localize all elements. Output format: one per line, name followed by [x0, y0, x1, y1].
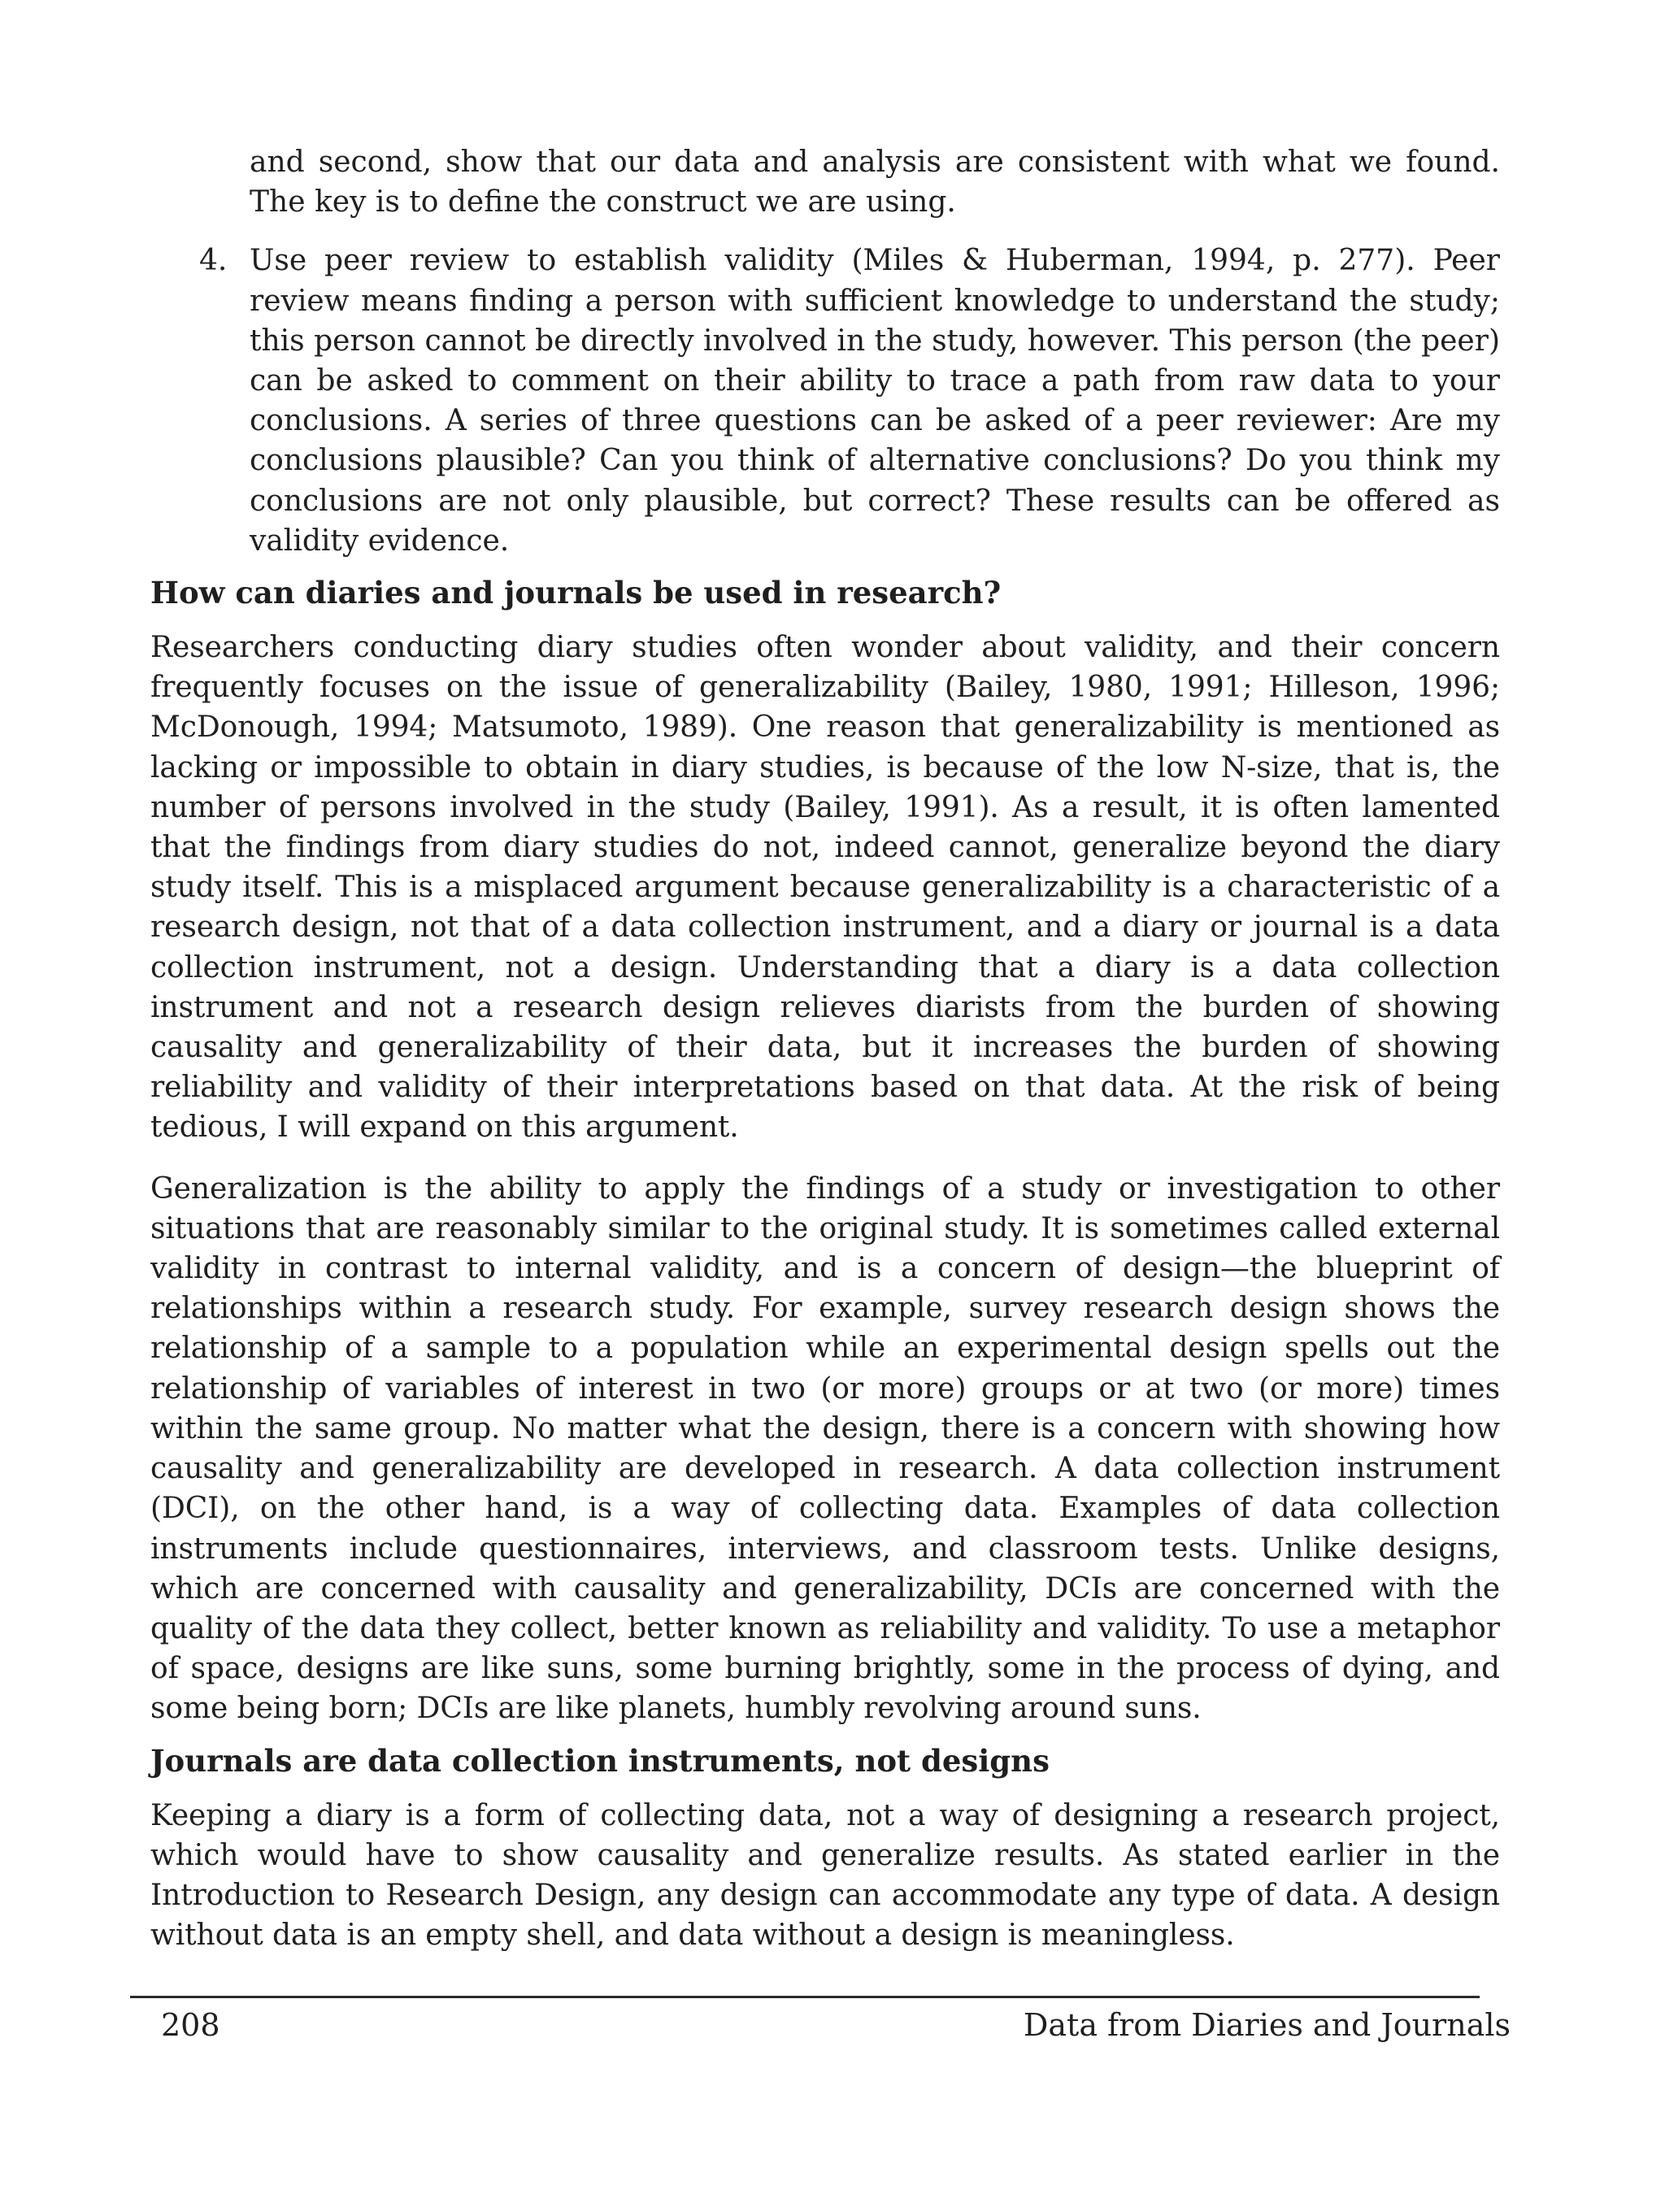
running-title: Data from Diaries and Journals [1023, 2007, 1511, 2043]
section-heading-diaries-journals: How can diaries and journals be used in research? [150, 575, 1002, 611]
paragraph-generalization-definition: Generalization is the ability to apply the findings of a study or investigation to other situations that are reasonably similar to the original study. It is sometimes called external validity in contrast to internal validity, and is a concern of design—the blueprint of relationships within a research study. For example, survey research design shows the relationship of a sample to a population while an experimental design spells out the relationship of variables of interest in two (or more) groups or at two (or more) times within the same group. No matter what the design, there is a concern with showing how causality and generalizability are developed in research. A data collection instrument (DCI), on the other hand, is a way of collecting data. Examples of data collection instruments include questionnaires, interviews, and classroom tests. Unlike designs, which are concerned with causality and generalizability, DCIs are concerned with the quality of the data they collect, better known as reliability and validity. To use a metaphor of space, designs are like suns, some burning brightly, some in the process of dying, and some being born; DCIs are like planets, humbly revolving around suns. [150, 1171, 1500, 1726]
paragraph-generalizability: Researchers conducting diary studies often wonder about validity, and their concern frequently focuses on the issue of generalizability (Bailey, 1980, 1991; Hilleson, 1996; McDonough, 1994; Matsumoto, 1989). One reason that generalizability is mentioned as lacking or impossible to obtain in diary studies, is because of the low N-size, that is, the number of persons involved in the study (Bailey, 1991). As a result, it is often lamented that the findings from diary studies do not, indeed cannot, generalize beyond the diary study itself. This is a misplaced argument because generalizability is a characteristic of a research design, not that of a data collection instrument, and a diary or journal is a data collection instrument, not a design. Understanding that a diary is a data collection instrument and not a research design relieves diarists from the burden of showing causality and generalizability of their data, but it increases the burden of showing reliability and validity of their interpretations based on that data. At the risk of being tedious, I will expand on this argument. [150, 631, 1500, 1145]
page-content [150, 142, 1500, 1955]
page-number: 208 [161, 2007, 220, 2043]
list-item-text: Use peer review to establish validity (Miles & Huberman, 1994, p. 277). Peer review means finding a person with sufficient knowledge to understand the study; this person cannot be directly involved in the study, however. This person (the peer) can be asked to comment on their ability to trace a path from raw data to your conclusions. A series of three questions can be asked of a peer reviewer: Are my conclusions plausible? Can you think of alternative conclusions? Do you think my conclusions are not only plausible, but correct? These results can be offered as validity evidence. [250, 244, 1500, 558]
section-heading-journals-instruments: Journals are data collection instruments, not designs [150, 1742, 1050, 1779]
list-item-number: 4. [199, 244, 228, 278]
list-item-continuation: and second, show that our data and analysis are consistent with what we found. The key is to define the construct we are using. [250, 146, 1500, 219]
list-item [150, 241, 1500, 561]
paragraph-keeping-diary: Keeping a diary is a form of collecting data, not a way of designing a research project, which would have to show causality and generalize results. As stated earlier in the Introduction to Research Design, any design can accommodate any type of data. A design without data is an empty shell, and data without a design is meaningless. [150, 1798, 1500, 1953]
footer-rule [130, 1996, 1480, 1998]
